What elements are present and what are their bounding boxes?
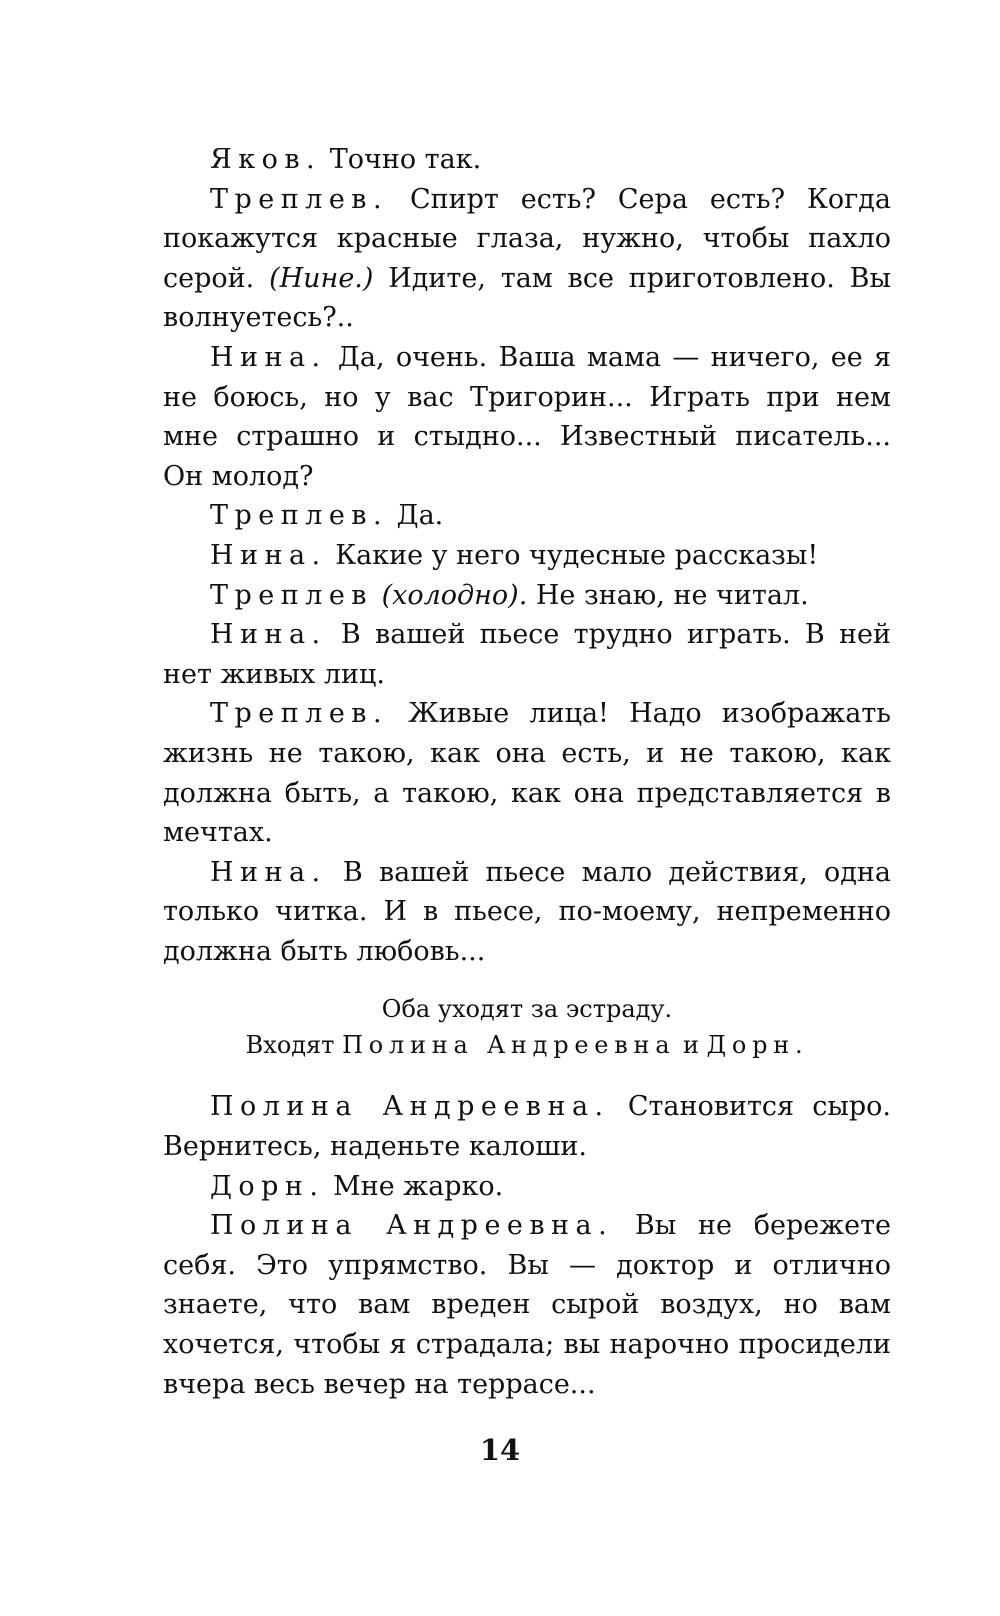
replica-text: Да, очень. Ваша мама — ничего, ее я не боюсь, но у вас Тригорин... Играть при нем мне страшно и стыдно... Известный писатель... Он молод? <box>163 341 891 492</box>
speaker-name: Нина. <box>210 539 327 571</box>
stage-direction <box>163 991 891 1063</box>
speaker-name: Нина. <box>210 341 327 373</box>
stage-text: и <box>675 1031 707 1060</box>
speaker-name: Яков. <box>210 144 322 175</box>
stage-direction-line-1: Оба уходят за эстраду. <box>381 995 673 1024</box>
speaker-name: Полина Андреевна. <box>210 1210 614 1242</box>
character-name: Полина Андреевна <box>342 1031 676 1060</box>
speaker-name: Полина Андреевна. <box>210 1091 610 1123</box>
speaker-name: Нина. <box>210 856 327 888</box>
replica-text: Да. <box>388 500 444 532</box>
replica-polina-1 <box>163 1087 891 1166</box>
text-column <box>163 140 891 1404</box>
speaker-name: Нина. <box>210 619 327 651</box>
replica-text: Идите, там все приготовлено. Вы волнуетесь?.. <box>163 262 891 334</box>
replica-text: Точно так. <box>321 144 482 175</box>
replica-text: Становится сыро. Вернитесь, наденьте калоши. <box>163 1091 891 1163</box>
stage-remark: (Нине.) <box>269 262 374 294</box>
replica-text: Спирт есть? Сера есть? Когда покажутся красные глаза, нужно, чтобы пахло серой. <box>163 183 891 294</box>
replica-text: Вы не бережете себя. Это упрямство. Вы — доктор и отлично знаете, что вам вреден сырой воздух, но вам хочется, чтобы я страдала; вы нарочно просидели вчера весь вечер на террасе... <box>163 1210 891 1400</box>
replica-nina-3 <box>163 615 891 694</box>
speaker-name: Дорн. <box>210 1170 325 1202</box>
character-name: Дорн. <box>706 1031 809 1060</box>
speaker-name: Треплев <box>210 579 373 611</box>
replica-treplev-1 <box>163 180 891 338</box>
replica-treplev-4 <box>163 694 891 852</box>
replica-yakov <box>163 140 891 180</box>
stage-direction-line-2 <box>163 1027 891 1063</box>
replica-treplev-2 <box>163 496 891 536</box>
replica-text: В вашей пьесе трудно играть. В ней нет живых лиц. <box>163 619 891 690</box>
replica-dorn <box>163 1167 891 1207</box>
replica-treplev-3 <box>163 576 891 616</box>
replica-text: В вашей пьесе мало действия, одна только читка. И в пьесе, по-моему, непременно должна быть любовь... <box>163 856 891 967</box>
speaker-name: Треплев. <box>210 698 389 730</box>
replica-text: Не знаю, не читал. <box>527 579 809 611</box>
replica-nina-2 <box>163 536 891 576</box>
stage-remark: (холодно). <box>381 579 528 611</box>
replica-text: Мне жарко. <box>324 1170 504 1202</box>
replica-nina-4 <box>163 853 891 972</box>
replica-text: Какие у него чудесные рассказы! <box>326 539 819 571</box>
speaker-name: Треплев. <box>210 183 389 215</box>
replica-text: Живые лица! Надо изображать жизнь не такою, как она есть, и не такою, как должна быть, а такою, как она представляется в мечтах. <box>163 698 891 849</box>
speaker-name: Треплев. <box>210 500 389 532</box>
stage-text: Входят <box>245 1031 343 1060</box>
replica-nina-1 <box>163 338 891 496</box>
page-number: 14 <box>479 1433 521 1467</box>
replica-polina-2 <box>163 1206 891 1404</box>
